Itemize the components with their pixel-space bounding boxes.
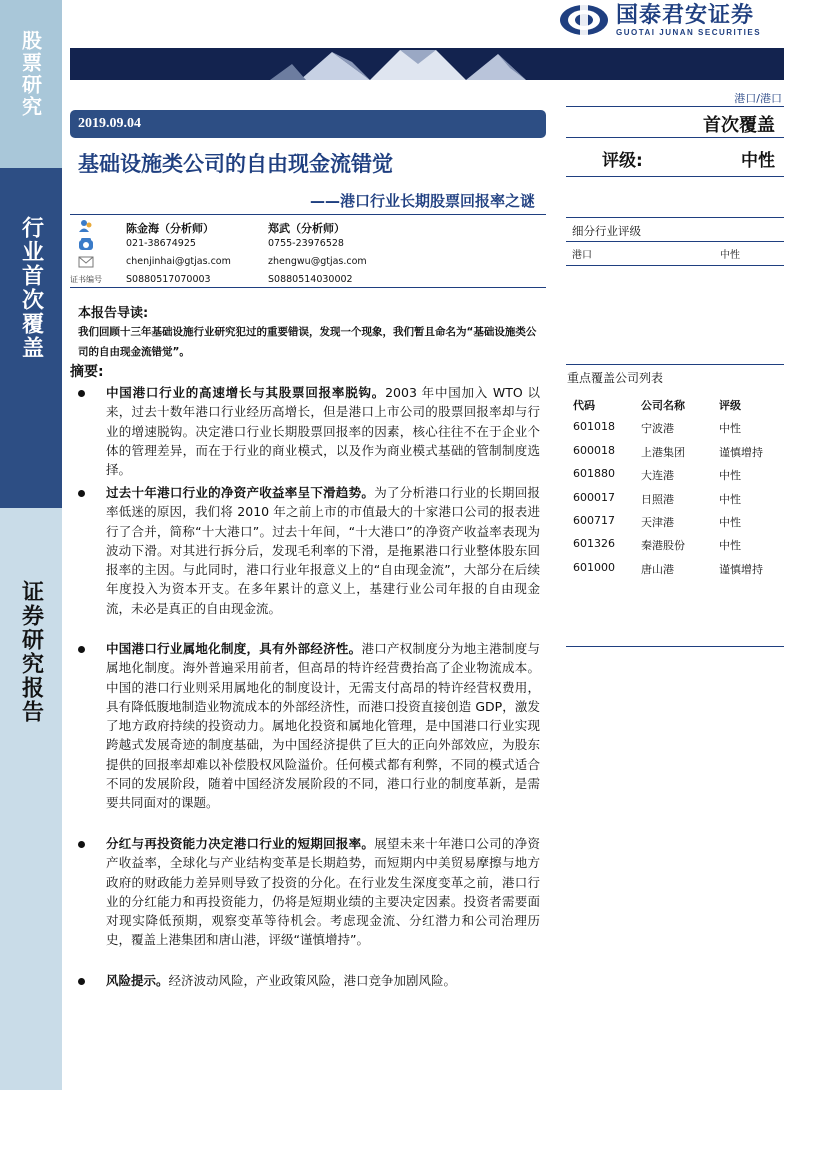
header-banner bbox=[70, 48, 784, 80]
analyst-name-row bbox=[70, 217, 546, 235]
bullet-text: 为了分析港口行业的长期回报率低迷的原因，我们将 2010 年之前上市的市值最大的十家港口公司的报表进行了合并，简称“十大港口”。过去十年间，“十大港口”的净资产收益率表现为波动下滑。对其进行拆分后，发现毛利率的下滑，是拖累港口行业整体股东回报率的主因。与此同时，港口行业年报意义上的“自由现金流”，大部分在后续年度投入为资本开支。在多年累计的意义上，基建行业公司年报的自由现金流，未必是真正的自由现金流。 bbox=[106, 485, 540, 616]
table-row bbox=[567, 416, 784, 439]
analyst-a-phone: 021-38674925 bbox=[126, 238, 196, 249]
coverage-rating: 中性 bbox=[719, 422, 741, 436]
report-title: 基础设施类公司的自由现金流错觉 bbox=[78, 152, 393, 176]
analyst-block bbox=[70, 214, 546, 288]
bullet-lead: 风险提示。 bbox=[106, 973, 169, 988]
coverage-name: 天津港 bbox=[641, 515, 674, 529]
coverage-rating: 中性 bbox=[719, 539, 741, 553]
coverage-code: 601000 bbox=[573, 560, 615, 574]
diamond-banner-icon bbox=[70, 48, 784, 80]
bullet-icon bbox=[78, 841, 85, 848]
sub-industry-name: 港口 bbox=[572, 250, 592, 261]
analyst-a-cert: S0880517070003 bbox=[126, 274, 211, 285]
coverage-name: 上港集团 bbox=[641, 445, 685, 459]
coverage-col-name: 公司名称 bbox=[641, 399, 685, 412]
report-date: 2019.09.04 bbox=[78, 116, 141, 131]
coverage-name: 日照港 bbox=[641, 492, 674, 506]
bullet-icon bbox=[78, 490, 85, 497]
divider bbox=[566, 265, 784, 266]
coverage-name: 唐山港 bbox=[641, 562, 674, 576]
sidebar-section-report bbox=[0, 508, 62, 1090]
table-row bbox=[567, 533, 784, 556]
rating-value: 中性 bbox=[741, 151, 775, 171]
coverage-code: 600018 bbox=[573, 443, 615, 457]
bullet-text: 展望未来十年港口公司的净资产收益率，全球化与产业结构变革是长期趋势，而短期内中美贸易摩擦与地方政府的财政能力差异则导致了投资的分化。在行业发生深度变革之前，港口行业的分红能力和再投资能力，仍将是短期业绩的主要决定因素。投资者需要面对现实降低预期，观察变革等待机会。考虑现金流、分红潜力和公司治理历史，覆盖上港集团和唐山港，评级“谨慎增持”。 bbox=[106, 836, 540, 948]
analyst-email-row bbox=[70, 253, 546, 271]
analyst-b-name: 郑武（分析师） bbox=[268, 222, 345, 235]
coverage-rating: 中性 bbox=[719, 515, 741, 529]
sub-industry-heading: 细分行业评级 bbox=[572, 224, 641, 238]
coverage-rating: 谨慎增持 bbox=[719, 445, 763, 459]
date-bar bbox=[70, 110, 546, 138]
sub-industry-rating: 中性 bbox=[720, 250, 740, 261]
sub-industry-row bbox=[572, 246, 782, 261]
coverage-rating: 中性 bbox=[719, 469, 741, 483]
summary-bullet bbox=[76, 834, 540, 950]
bullet-lead: 过去十年港口行业的净资产收益率呈下滑趋势。 bbox=[106, 485, 375, 500]
table-row bbox=[567, 557, 784, 580]
coverage-heading: 重点覆盖公司列表 bbox=[567, 371, 664, 385]
sidebar-label-middle: 行业首次覆盖 bbox=[18, 216, 44, 360]
analyst-a-email: chenjinhai@gtjas.com bbox=[126, 256, 231, 267]
summary-bullet bbox=[76, 483, 540, 618]
coverage-code: 601326 bbox=[573, 537, 615, 551]
summary-bullet bbox=[76, 639, 540, 813]
bullet-text: 2003 年中国加入 WTO 以来，过去十数年港口行业经历高增长，但是港口上市公司的股票回报率却与行业的增速脱钩。决定港口行业长期股票回报率的因素，核心往往不在于企业个体的管理差异，而在于行业的商业模式，以及作为商业模式基础的管制制度选择。 bbox=[106, 385, 540, 478]
sidebar-label-bottom: 证券研究报告 bbox=[18, 580, 44, 724]
report-subtitle: ——港口行业长期股票回报率之谜 bbox=[309, 192, 535, 210]
table-row bbox=[567, 487, 784, 510]
table-row bbox=[567, 510, 784, 533]
divider bbox=[566, 217, 784, 218]
analyst-b-phone: 0755-23976528 bbox=[268, 238, 344, 249]
divider bbox=[566, 241, 784, 242]
summary-bullet bbox=[76, 383, 540, 479]
bullet-lead: 中国港口行业的高速增长与其股票回报率脱钩。 bbox=[106, 385, 386, 400]
coverage-col-code: 代码 bbox=[573, 399, 595, 412]
coverage-code: 600017 bbox=[573, 490, 615, 504]
phone-icon bbox=[78, 237, 94, 251]
coverage-name: 大连港 bbox=[641, 469, 674, 483]
sidebar-section-stock-research bbox=[0, 0, 62, 168]
analyst-phone-row bbox=[70, 235, 546, 253]
bullet-icon bbox=[78, 390, 85, 397]
bullet-icon bbox=[78, 978, 85, 985]
coverage-name: 秦港股份 bbox=[641, 539, 685, 553]
divider bbox=[566, 106, 784, 107]
sidebar bbox=[0, 0, 62, 1090]
bullet-text: 经济波动风险，产业政策风险，港口竞争加剧风险。 bbox=[168, 973, 457, 988]
coverage-table bbox=[567, 393, 784, 580]
table-row bbox=[567, 463, 784, 486]
analyst-b-email: zhengwu@gtjas.com bbox=[268, 256, 367, 267]
guide-text: 我们回顾十三年基础设施行业研究犯过的重要错误，发现一个现象，我们暂且命名为“基础设施类公司的自由现金流错觉”。 bbox=[78, 326, 537, 358]
sidebar-label-top: 股票研究 bbox=[18, 30, 43, 118]
coverage-code: 600717 bbox=[573, 513, 615, 527]
first-coverage-label: 首次覆盖 bbox=[703, 115, 775, 136]
bullet-icon bbox=[78, 646, 85, 653]
person-icon bbox=[78, 219, 94, 233]
email-icon bbox=[78, 255, 94, 269]
divider bbox=[566, 176, 784, 177]
table-row bbox=[567, 440, 784, 463]
coverage-rating: 中性 bbox=[719, 492, 741, 506]
sidebar-section-industry bbox=[0, 168, 62, 508]
industry-tag: 港口/港口 bbox=[734, 92, 782, 105]
divider bbox=[566, 364, 784, 365]
analyst-b-cert: S0880514030002 bbox=[268, 274, 353, 285]
summary-title: 摘要: bbox=[70, 364, 104, 380]
divider bbox=[566, 646, 784, 647]
guide-title: 本报告导读: bbox=[78, 306, 149, 321]
rating-label: 评级: bbox=[602, 151, 643, 171]
analyst-cert-row bbox=[70, 271, 546, 289]
cert-label: 证书编号 bbox=[70, 275, 102, 284]
bullet-lead: 分红与再投资能力决定港口行业的短期回报率。 bbox=[106, 836, 375, 851]
bullet-text: 港口产权制度分为地主港制度与属地化制度。海外普遍采用前者，但高昂的特许经营费抬高了企业物流成本。中国的港口行业则采用属地化的制度设计，无需支付高昂的特许经营权费用，具有降低腹地制造业物流成本的外部经济性，而港口投资直接创造 GDP，激发了地方政府持续的投资动力。属地化投资和属地化管理，是中国港口行业实现跨越式发展奇迹的制度基础，为中国经济提供了巨大的正向外部效应，为股东提供的回报率却难以补偿股权风险溢价。任何模式都有利弊，不同的模式适合不同的发展阶段，随着中国经济发展阶段的不同，港口行业的制度革新，是需要共同面对的课题。 bbox=[106, 641, 540, 811]
divider bbox=[566, 137, 784, 138]
coverage-code: 601018 bbox=[573, 420, 615, 434]
coverage-code: 601880 bbox=[573, 467, 615, 481]
analyst-a-name: 陈金海（分析师） bbox=[126, 222, 214, 235]
coverage-col-rating: 评级 bbox=[719, 399, 741, 412]
logo-text-en: GUOTAI JUNAN SECURITIES bbox=[616, 27, 762, 37]
logo-text-cn: 国泰君安证券 bbox=[616, 2, 755, 28]
bullet-lead: 中国港口行业属地化制度，具有外部经济性。 bbox=[106, 641, 362, 656]
coverage-name: 宁波港 bbox=[641, 422, 674, 436]
logo-mark-icon bbox=[558, 4, 610, 36]
summary-bullet bbox=[76, 971, 540, 990]
company-logo bbox=[558, 0, 761, 40]
coverage-header-row bbox=[567, 393, 784, 416]
coverage-rating: 谨慎增持 bbox=[719, 562, 763, 576]
